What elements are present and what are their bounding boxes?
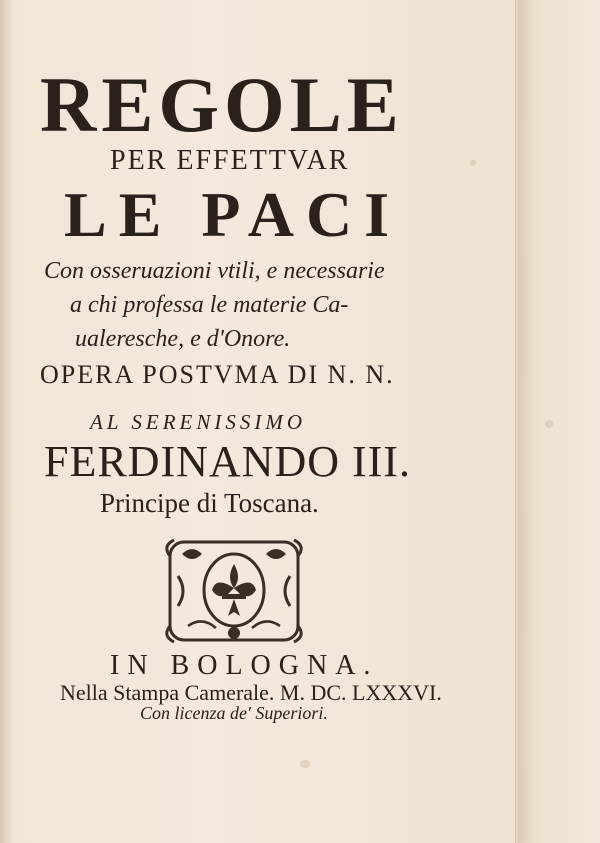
imprint-city: IN BOLOGNA.	[110, 650, 379, 681]
dedicatee-title: Principe di Toscana.	[100, 488, 319, 518]
fleur-de-lis-cartouche-icon	[162, 536, 306, 646]
imprint-license: Con licenza de' Superiori.	[140, 703, 328, 723]
foxing-spot	[470, 160, 476, 166]
subtitle-line-2: a chi professa le materie Ca-	[70, 292, 349, 318]
subtitle-line-1: Con osseruazioni vtili, e necessarie	[44, 258, 385, 284]
title-per: PER EFFETTVAR	[110, 145, 350, 176]
page-fold-shadow	[515, 0, 534, 843]
foxing-spot	[545, 420, 553, 428]
dedication-line: AL SERENISSIMO	[90, 410, 307, 434]
main-title: REGOLE	[40, 61, 404, 148]
page-edge-left	[0, 0, 14, 843]
opera-line: OPERA POSTVMA DI N. N.	[40, 360, 395, 389]
imprint-press: Nella Stampa Camerale. M. DC. LXXXVI.	[60, 680, 442, 705]
subtitle-line-3: ualeresche, e d'Onore.	[75, 326, 291, 352]
foxing-spot	[300, 760, 310, 768]
title-paci: LE PACI	[64, 179, 402, 250]
dedicatee-name: FERDINANDO III.	[44, 437, 411, 486]
